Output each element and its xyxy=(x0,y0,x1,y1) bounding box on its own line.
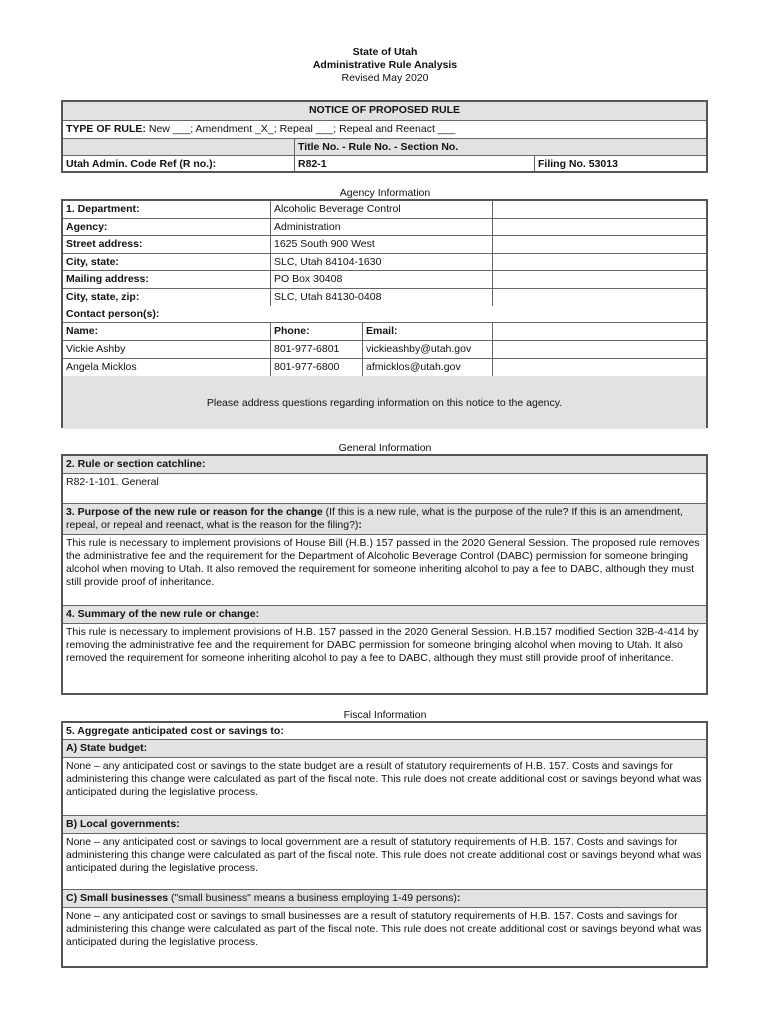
small-business-label: C) Small businesses ("small business" means a business employing 1-49 persons): xyxy=(66,892,461,904)
form-title: Administrative Rule Analysis xyxy=(312,59,458,71)
code-ref-value: R82-1 xyxy=(295,156,535,171)
agency-field-row xyxy=(63,201,706,219)
contact-row xyxy=(63,341,706,359)
agency-field-label: City, state: xyxy=(63,254,271,271)
type-of-rule-row xyxy=(63,121,706,139)
contact-header-row xyxy=(63,323,706,341)
agency-field-row xyxy=(63,254,706,272)
notice-title-row xyxy=(63,102,706,121)
general-table xyxy=(61,454,708,695)
code-ref-label: Utah Admin. Code Ref (R no.): xyxy=(63,156,295,171)
col-name: Name: xyxy=(63,323,271,340)
agency-field-label: Agency: xyxy=(63,219,271,236)
fiscal-heading: Fiscal Information xyxy=(343,709,427,721)
state-title: State of Utah xyxy=(352,46,418,58)
agency-field-label: Mailing address: xyxy=(63,271,271,288)
col-email: Email: xyxy=(363,323,493,340)
small-business-text: None – any anticipated cost or savings to small businesses are a result of statutory requirements of H.B. 157. Costs and savings for administering this change were calculated as part of the fiscal note. This rule does not create additional cost or savings beyond what was anticipated during the legislative process. xyxy=(66,910,702,948)
catchline-value: R82-1-101. General xyxy=(66,476,159,488)
state-budget-text: None – any anticipated cost or savings to the state budget are a result of statutory requirements of H.B. 157. Costs and savings for administering this change were calculated as part of the fiscal note. This rule does not create additional cost or savings beyond what was anticipated during the legislative process. xyxy=(66,760,702,798)
contact-name: Vickie Ashby xyxy=(63,341,271,358)
general-heading: General Information xyxy=(338,442,432,454)
agency-field-label: Street address: xyxy=(63,236,271,253)
purpose-label: 3. Purpose of the new rule or reason for the change (If this is a new rule, what is the purpose of the rule? If this is an amendment, repeal, or repeal and reenact, what is the reason for the filing?): xyxy=(66,506,683,531)
agency-field-value: 1625 South 900 West xyxy=(271,236,493,253)
fiscal-table xyxy=(61,721,708,968)
type-of-rule-value: New ___; Amendment _X_; Repeal ___; Repeal and Reenact ___ xyxy=(145,123,456,135)
contact-row xyxy=(63,359,706,377)
contact-label-row xyxy=(63,306,706,323)
summary-label: 4. Summary of the new rule or change: xyxy=(66,608,260,620)
agency-field-value: SLC, Utah 84104-1630 xyxy=(271,254,493,271)
notice-title: NOTICE OF PROPOSED RULE xyxy=(308,104,461,116)
local-gov-label: B) Local governments: xyxy=(66,818,180,830)
col-phone: Phone: xyxy=(271,323,363,340)
agency-note-row xyxy=(63,376,706,429)
title-no-header: Title No. - Rule No. - Section No. xyxy=(295,139,706,155)
agency-heading: Agency Information xyxy=(339,187,431,199)
filing-number: Filing No. 53013 xyxy=(538,158,618,170)
agency-field-row xyxy=(63,219,706,237)
agency-field-label: 1. Department: xyxy=(63,201,271,218)
agency-field-row xyxy=(63,236,706,254)
contact-phone: 801-977-6801 xyxy=(271,341,363,358)
revision-date: Revised May 2020 xyxy=(341,72,429,84)
agency-field-value: PO Box 30408 xyxy=(271,271,493,288)
local-gov-text: None – any anticipated cost or savings to local government are a result of statutory requirements of H.B. 157. Costs and savings for administering this change were calculated as part of the fiscal note. This rule does not create additional cost or savings beyond what was anticipated during the legislative process. xyxy=(66,836,702,874)
agency-field-row xyxy=(63,289,706,307)
agency-field-row xyxy=(63,271,706,289)
agency-field-value: Alcoholic Beverage Control xyxy=(271,201,493,218)
title-no-row xyxy=(63,139,706,156)
agency-field-label: City, state, zip: xyxy=(63,289,271,307)
type-of-rule-label: TYPE OF RULE: xyxy=(66,123,146,135)
contact-label: Contact person(s): xyxy=(66,308,160,320)
catchline-label: 2. Rule or section catchline: xyxy=(66,458,206,470)
contact-email: vickieashby@utah.gov xyxy=(363,341,493,358)
purpose-text: This rule is necessary to implement provisions of House Bill (H.B.) 157 passed in the 2020 General Session. The proposed rule removes the administrative fee and the requirement for the Department of Alcoholic Beverage Control (DABC) permission for someone bringing alcohol when moving to Utah. It also removed the requirement for someone inheriting alcohol to pay a fee to DABC, although they must still provide proof of inheritance. xyxy=(66,537,700,588)
summary-text: This rule is necessary to implement provisions of H.B. 157 passed in the 2020 General Session. H.B.157 modified Section 32B-4-414 by removing the administrative fee and the requirement for DABC permission for someone bringing alcohol when moving to Utah. It also removed the requirement for someone inheriting alcohol to pay a fee to DABC, although they must still provide proof of inheritance. xyxy=(66,626,699,664)
state-budget-label: A) State budget: xyxy=(66,742,148,754)
agency-table xyxy=(61,199,708,428)
contact-name: Angela Micklos xyxy=(63,359,271,377)
notice-table xyxy=(61,100,708,173)
agency-field-value: Administration xyxy=(271,219,493,236)
contact-email: afmicklos@utah.gov xyxy=(363,359,493,377)
contact-phone: 801-977-6800 xyxy=(271,359,363,377)
agency-field-value: SLC, Utah 84130-0408 xyxy=(271,289,493,307)
agency-note: Please address questions regarding information on this notice to the agency. xyxy=(206,397,563,409)
aggregate-label: 5. Aggregate anticipated cost or savings to: xyxy=(66,725,284,737)
code-ref-row xyxy=(63,156,706,171)
